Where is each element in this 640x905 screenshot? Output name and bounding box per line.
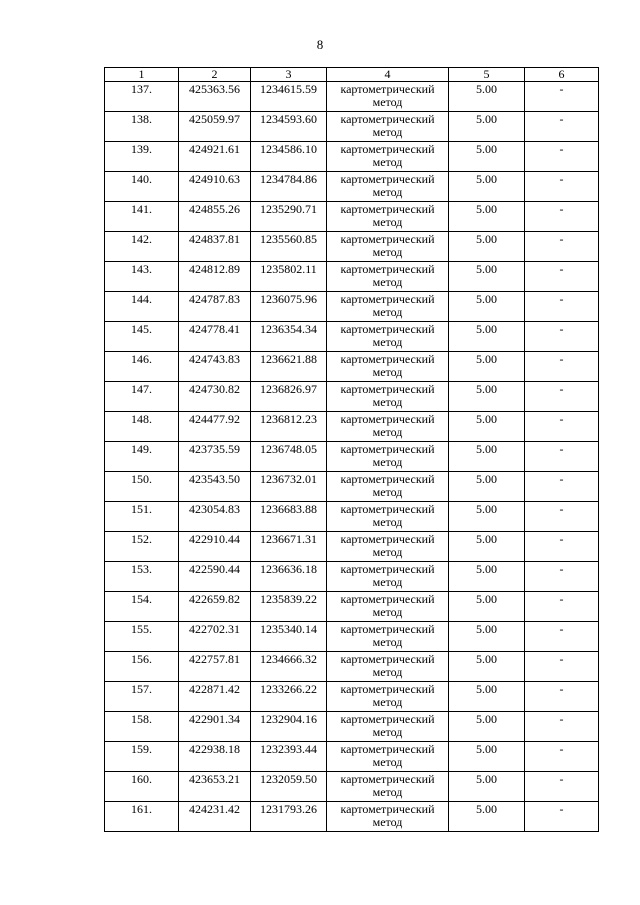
- coord-y-cell: 1236748.05: [251, 442, 327, 472]
- description-cell: -: [525, 802, 599, 832]
- description-cell: -: [525, 292, 599, 322]
- coord-x-cell: 424921.61: [179, 142, 251, 172]
- description-cell: -: [525, 142, 599, 172]
- coord-y-cell: 1236636.18: [251, 562, 327, 592]
- point-number-cell: 137.: [105, 82, 179, 112]
- method-cell: картометрический метод: [327, 292, 449, 322]
- method-cell: картометрический метод: [327, 382, 449, 412]
- table-row: [105, 412, 599, 442]
- method-cell: картометрический метод: [327, 622, 449, 652]
- coord-y-cell: 1235802.11: [251, 262, 327, 292]
- precision-cell: 5.00: [449, 592, 525, 622]
- precision-cell: 5.00: [449, 802, 525, 832]
- header-col-3: 3: [251, 68, 327, 82]
- precision-cell: 5.00: [449, 292, 525, 322]
- description-cell: -: [525, 322, 599, 352]
- coord-y-cell: 1235290.71: [251, 202, 327, 232]
- point-number-cell: 141.: [105, 202, 179, 232]
- coord-x-cell: 425363.56: [179, 82, 251, 112]
- coord-x-cell: 424231.42: [179, 802, 251, 832]
- method-cell: картометрический метод: [327, 532, 449, 562]
- table-row: [105, 802, 599, 832]
- table-row: [105, 502, 599, 532]
- coordinates-table: [104, 67, 599, 832]
- method-cell: картометрический метод: [327, 352, 449, 382]
- coord-y-cell: 1234784.86: [251, 172, 327, 202]
- description-cell: -: [525, 742, 599, 772]
- header-row: [105, 68, 599, 82]
- description-cell: -: [525, 382, 599, 412]
- header-col-1: 1: [105, 68, 179, 82]
- point-number-cell: 156.: [105, 652, 179, 682]
- description-cell: -: [525, 652, 599, 682]
- coord-y-cell: 1234615.59: [251, 82, 327, 112]
- coord-y-cell: 1231793.26: [251, 802, 327, 832]
- description-cell: -: [525, 502, 599, 532]
- method-cell: картометрический метод: [327, 592, 449, 622]
- point-number-cell: 158.: [105, 712, 179, 742]
- description-cell: -: [525, 712, 599, 742]
- precision-cell: 5.00: [449, 142, 525, 172]
- coord-x-cell: 422910.44: [179, 532, 251, 562]
- method-cell: картометрический метод: [327, 712, 449, 742]
- coord-x-cell: 422590.44: [179, 562, 251, 592]
- precision-cell: 5.00: [449, 172, 525, 202]
- table-row: [105, 202, 599, 232]
- precision-cell: 5.00: [449, 682, 525, 712]
- header-col-6: 6: [525, 68, 599, 82]
- method-cell: картометрический метод: [327, 682, 449, 712]
- point-number-cell: 144.: [105, 292, 179, 322]
- page-number: 8: [316, 37, 324, 52]
- precision-cell: 5.00: [449, 442, 525, 472]
- description-cell: -: [525, 562, 599, 592]
- method-cell: картометрический метод: [327, 562, 449, 592]
- coord-y-cell: 1233266.22: [251, 682, 327, 712]
- coord-x-cell: 422757.81: [179, 652, 251, 682]
- coord-y-cell: 1236354.34: [251, 322, 327, 352]
- table-row: [105, 772, 599, 802]
- table-row: [105, 682, 599, 712]
- method-cell: картометрический метод: [327, 742, 449, 772]
- point-number-cell: 147.: [105, 382, 179, 412]
- description-cell: -: [525, 622, 599, 652]
- table-row: [105, 262, 599, 292]
- precision-cell: 5.00: [449, 712, 525, 742]
- point-number-cell: 154.: [105, 592, 179, 622]
- precision-cell: 5.00: [449, 322, 525, 352]
- table-row: [105, 742, 599, 772]
- coord-x-cell: 422659.82: [179, 592, 251, 622]
- precision-cell: 5.00: [449, 502, 525, 532]
- method-cell: картометрический метод: [327, 802, 449, 832]
- point-number-cell: 160.: [105, 772, 179, 802]
- precision-cell: 5.00: [449, 652, 525, 682]
- coord-x-cell: 424477.92: [179, 412, 251, 442]
- method-cell: картометрический метод: [327, 262, 449, 292]
- table-header: [105, 68, 599, 82]
- method-cell: картометрический метод: [327, 322, 449, 352]
- point-number-cell: 145.: [105, 322, 179, 352]
- table-row: [105, 712, 599, 742]
- method-cell: картометрический метод: [327, 172, 449, 202]
- description-cell: -: [525, 82, 599, 112]
- coord-x-cell: 423543.50: [179, 472, 251, 502]
- point-number-cell: 139.: [105, 142, 179, 172]
- description-cell: -: [525, 202, 599, 232]
- coord-y-cell: 1236812.23: [251, 412, 327, 442]
- table-body: [105, 82, 599, 832]
- header-col-2: 2: [179, 68, 251, 82]
- method-cell: картометрический метод: [327, 472, 449, 502]
- point-number-cell: 150.: [105, 472, 179, 502]
- table-row: [105, 172, 599, 202]
- method-cell: картометрический метод: [327, 232, 449, 262]
- table-row: [105, 442, 599, 472]
- description-cell: -: [525, 682, 599, 712]
- description-cell: -: [525, 532, 599, 562]
- method-cell: картометрический метод: [327, 412, 449, 442]
- point-number-cell: 161.: [105, 802, 179, 832]
- description-cell: -: [525, 442, 599, 472]
- description-cell: -: [525, 112, 599, 142]
- coord-y-cell: 1235839.22: [251, 592, 327, 622]
- description-cell: -: [525, 412, 599, 442]
- table-row: [105, 472, 599, 502]
- precision-cell: 5.00: [449, 202, 525, 232]
- point-number-cell: 140.: [105, 172, 179, 202]
- precision-cell: 5.00: [449, 772, 525, 802]
- point-number-cell: 153.: [105, 562, 179, 592]
- coord-y-cell: 1234586.10: [251, 142, 327, 172]
- coord-y-cell: 1232393.44: [251, 742, 327, 772]
- method-cell: картометрический метод: [327, 442, 449, 472]
- precision-cell: 5.00: [449, 82, 525, 112]
- point-number-cell: 138.: [105, 112, 179, 142]
- table-row: [105, 112, 599, 142]
- precision-cell: 5.00: [449, 622, 525, 652]
- method-cell: картометрический метод: [327, 82, 449, 112]
- description-cell: -: [525, 172, 599, 202]
- precision-cell: 5.00: [449, 112, 525, 142]
- point-number-cell: 157.: [105, 682, 179, 712]
- precision-cell: 5.00: [449, 352, 525, 382]
- coord-x-cell: 424910.63: [179, 172, 251, 202]
- precision-cell: 5.00: [449, 472, 525, 502]
- coord-x-cell: 424743.83: [179, 352, 251, 382]
- coord-y-cell: 1236621.88: [251, 352, 327, 382]
- description-cell: -: [525, 352, 599, 382]
- coord-y-cell: 1234666.32: [251, 652, 327, 682]
- precision-cell: 5.00: [449, 232, 525, 262]
- description-cell: -: [525, 262, 599, 292]
- method-cell: картометрический метод: [327, 202, 449, 232]
- table-row: [105, 142, 599, 172]
- point-number-cell: 159.: [105, 742, 179, 772]
- precision-cell: 5.00: [449, 532, 525, 562]
- coord-x-cell: 424730.82: [179, 382, 251, 412]
- coord-y-cell: 1232059.50: [251, 772, 327, 802]
- coord-y-cell: 1235560.85: [251, 232, 327, 262]
- coord-x-cell: 424837.81: [179, 232, 251, 262]
- coord-y-cell: 1236826.97: [251, 382, 327, 412]
- precision-cell: 5.00: [449, 562, 525, 592]
- table-row: [105, 592, 599, 622]
- precision-cell: 5.00: [449, 412, 525, 442]
- coord-y-cell: 1236732.01: [251, 472, 327, 502]
- coord-x-cell: 424778.41: [179, 322, 251, 352]
- coord-y-cell: 1236671.31: [251, 532, 327, 562]
- table-row: [105, 382, 599, 412]
- table-row: [105, 322, 599, 352]
- point-number-cell: 146.: [105, 352, 179, 382]
- method-cell: картометрический метод: [327, 142, 449, 172]
- description-cell: -: [525, 472, 599, 502]
- point-number-cell: 148.: [105, 412, 179, 442]
- point-number-cell: 142.: [105, 232, 179, 262]
- description-cell: -: [525, 592, 599, 622]
- coord-x-cell: 425059.97: [179, 112, 251, 142]
- point-number-cell: 155.: [105, 622, 179, 652]
- coord-x-cell: 423735.59: [179, 442, 251, 472]
- table-row: [105, 532, 599, 562]
- table-row: [105, 232, 599, 262]
- coord-y-cell: 1234593.60: [251, 112, 327, 142]
- table-row: [105, 352, 599, 382]
- coord-x-cell: 422702.31: [179, 622, 251, 652]
- table-row: [105, 622, 599, 652]
- coord-x-cell: 424812.89: [179, 262, 251, 292]
- table-row: [105, 82, 599, 112]
- coord-x-cell: 423653.21: [179, 772, 251, 802]
- coord-x-cell: 423054.83: [179, 502, 251, 532]
- coord-y-cell: 1236075.96: [251, 292, 327, 322]
- precision-cell: 5.00: [449, 382, 525, 412]
- coord-x-cell: 422871.42: [179, 682, 251, 712]
- description-cell: -: [525, 232, 599, 262]
- method-cell: картометрический метод: [327, 652, 449, 682]
- coord-y-cell: 1236683.88: [251, 502, 327, 532]
- coord-y-cell: 1232904.16: [251, 712, 327, 742]
- coord-x-cell: 424787.83: [179, 292, 251, 322]
- precision-cell: 5.00: [449, 262, 525, 292]
- method-cell: картометрический метод: [327, 772, 449, 802]
- coord-x-cell: 424855.26: [179, 202, 251, 232]
- table-row: [105, 562, 599, 592]
- method-cell: картометрический метод: [327, 112, 449, 142]
- header-col-5: 5: [449, 68, 525, 82]
- coord-x-cell: 422901.34: [179, 712, 251, 742]
- point-number-cell: 143.: [105, 262, 179, 292]
- method-cell: картометрический метод: [327, 502, 449, 532]
- table-row: [105, 292, 599, 322]
- point-number-cell: 149.: [105, 442, 179, 472]
- point-number-cell: 152.: [105, 532, 179, 562]
- coord-y-cell: 1235340.14: [251, 622, 327, 652]
- precision-cell: 5.00: [449, 742, 525, 772]
- point-number-cell: 151.: [105, 502, 179, 532]
- coord-x-cell: 422938.18: [179, 742, 251, 772]
- table-row: [105, 652, 599, 682]
- description-cell: -: [525, 772, 599, 802]
- header-col-4: 4: [327, 68, 449, 82]
